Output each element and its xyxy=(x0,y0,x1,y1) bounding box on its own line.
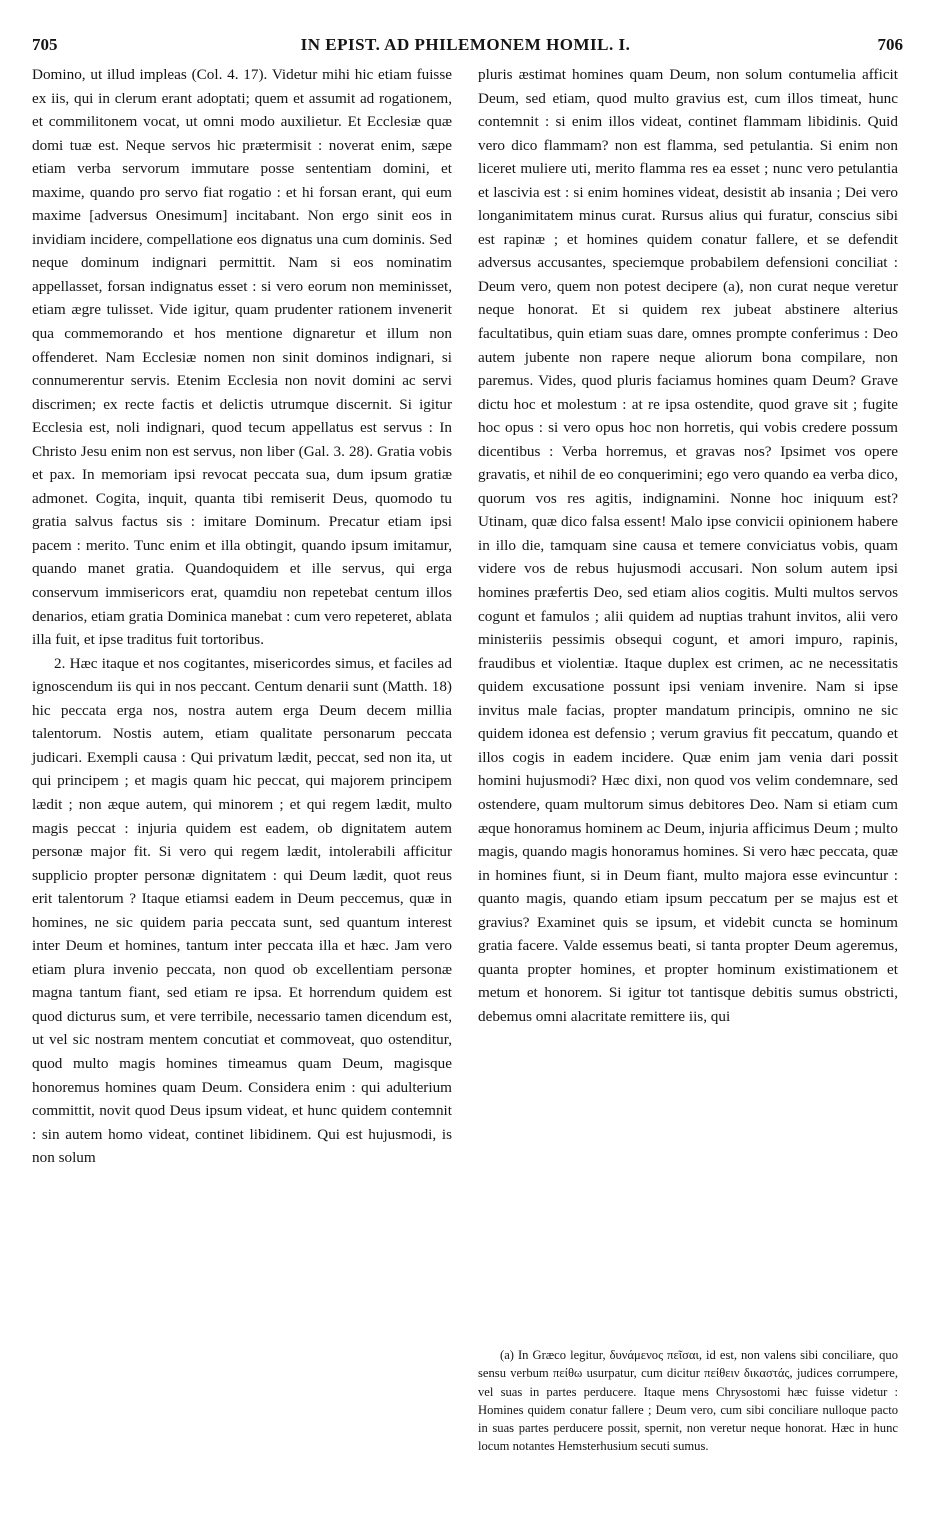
left-paragraph-2: 2. Hæc itaque et nos cogitantes, misericordes simus, et faciles ad ignoscendum iis qui in nos peccant. Centum denarii sunt (Matth. 18) hic peccata erga nos, nostra autem erga Deum decem millia talentorum. Nostis autem, etiam qualitate personarum peccata judicari. Exempli causa : Qui privatum lædit, peccat, sed non ita, ut qui principem ; et magis quam hic peccat, qui majorem principem lædit ; non æque autem, qui minorem ; et qui regem lædit, multo magis peccat : injuria quidem est eadem, ob dignitatem autem personæ major fit. Si vero qui regem lædit, intolerabili afficitur supplicio propter personæ dignitatem : qui Deum lædit, quot reus erit talentorum ? Itaque etiamsi eadem in Deum peccemus, quæ in homines, ne sic quidem paria peccata sunt, sed quantum interest inter Deum et homines, tantum inter peccata illa et hæc. Jam vero etiam plura invenio peccata, non quod ob excellentiam personæ magna tantum fiant, sed etiam re ipsa. Et horrendum quidem est quod dicturus sum, et vere terribile, necessario tamen dicendum est, ut vel sic nostram mentem concutiat et commoveat, quo ostenditur, quod multo magis homines timeamus quam Deum, magisque honoremus homines quam Deum. Considera enim : qui adulterium committit, novit quod Deus ipsum videat, et hunc quidem contemnit : sin autem homo videat, continet libidinem. Qui est hujusmodi, is non solum xyxy=(32,654,452,1167)
right-page-number: 706 xyxy=(877,35,903,54)
right-paragraph-1: pluris æstimat homines quam Deum, non solum contumelia afficit Deum, sed etiam, quod multo gravius est, cum illos timeat, hunc contemnit : si enim illos videat, continet flammam libidinis. Quid vero dico flammam? non est flamma, sed petulantia. Si enim non liceret muliere uti, merito flamma res ea esset ; nunc vero petulantia et lascivia est : si enim homines videat, desistit ab insania ; Dei vero longanimitatem minus curat. Rursus alius qui furatur, conscius sibi est rapinæ ; et homines quidem conatur fallere, et se defendit adversus accusantes, speciemque probabilem defensioni conciliat : Deum vero, quem non potest decipere (a), non curat neque veretur neque honorat. Et si quidem rex jubeat abstinere alterius facultatibus, quin etiam suas dare, omnes prompte conferimus : Deo autem jubente non rapere neque aliorum bona compilare, non paremus. Vides, quod pluris faciamus homines quam Deum? Grave dictu hoc et molestum : at re ipsa ostendite, quod grave sit ; fugite hoc opus : si vero opus hoc non horretis, qui vobis credere possum dicentibus : Verba horremus, et gravas nos? Ipsimet vos opere gravatis, et nihil de eo conquerimini; ego vero quando ea verba dico, quorum vos res agitis, indignamini. Nonne hoc iniquum est? Utinam, quæ dico falsa essent! Malo ipse convicii opinionem habere in illo die, tamquam sine causa et temere conviciatus vobis, quam videre vos de rebus hujusmodi accusari. Non solum autem ipsi homines præfertis Deo, sed etiam alios cogitis. Multi multos servos cogunt et famulos ; alii quidem ad nuptias trahunt invitos, alii vero ministeriis pessimis obsequi cogunt, et amori impuro, rapinis, fraudibus et violentiæ. Itaque duplex est crimen, ac ne necessitatis quidem excusatione possunt ipsi veniam invenire. Nam si ipse invitus male facias, propter mandatum principis, omnino ne sic quidem idonea est defensio ; verum gravius fit peccatum, quando et illos cogis in eadem incidere. Quæ enim jam venia dari possit homini hujusmodi? Hæc dixi, non quod vos velim condemnare, sed ostendere, quam multorum simus debitores Deo. Nam si etiam cum æque honoramus hominem ac Deum, injuria afficimus Deum ; multo magis, quando magis honoramus homines. Si vero hæc peccata, quæ in homines fiunt, si in Deum fiant, multo majora esse evincuntur : quanto magis, quando etiam ipsum peccatum per se majus est et gravius? Examinet quis se ipsum, et videbit cuncta se hominum gratia facere. Valde essemus beati, si tanta propter Deum ageremus, quanta propter homines, et propter hominum existimationem et metum et honorem. Si igitur tot tantisque debitis sumus obstricti, debemus omni alacritate remittere iis, qui xyxy=(478,66,898,1025)
footnote: (a) In Græco legitur, δυνάμενος πεῖσαι, id est, non valens sibi conciliare, quo sensu verbum πείθω usurpatur, cum dicitur πείθειν δικαστάς, judices corrumpere, vel suas in partes perducere. Itaque mens Chrysostomi hæc fuisse videtur : Homines quidem conatur fallere ; Deum vero, cum sibi conciliare nulloque pacto in suas partes perducere possit, spernit, non veretur neque honorat. Hæc in hunc locum notantes Hemsterhusium secuti sumus. xyxy=(478,1348,898,1454)
left-column xyxy=(32,63,452,1170)
left-page-number: 705 xyxy=(32,35,58,54)
running-title: IN EPIST. AD PHILEMONEM HOMIL. I. xyxy=(300,35,631,54)
right-column xyxy=(478,63,898,1028)
left-paragraph-1: Domino, ut illud impleas (Col. 4. 17). Videtur mihi hic etiam fuisse ex iis, qui in clerum erant adoptati; quem et assumit ad rogationem, et commilitonem vocat, ut omni modo auxilietur. Et Ecclesiæ quæ domi tuæ est. Neque servos hic prætermisit : noverat enim, sæpe etiam verba servorum immutare posse sententiam domini, et maxime, quando pro servo fiat rogatio : et hi forsan erant, qui eum maxime [adversus Onesimum] incitabant. Non ergo sinit eos in invidiam incidere, compellatione eos dignatus una cum dominis. Sed neque dominum indignari permittit. Nam si eos nominatim appellasset, forsan indignatus esset : si vero eorum non meminisset, etiam ægre tulisset. Vide igitur, quam prudenter rationem invenerit qua commemorando et hos mentione dignaretur et illum non offenderet. Nam Ecclesiæ nomen non sinit dominos indignari, si connumerentur servis. Etenim Ecclesia non novit domini ac servi discrimen; ex recte factis et delictis utrumque discernit. Si igitur Ecclesia est, noli indignari, quod tecum appellatus est servus : In Christo Jesu enim non est servus, non liber (Gal. 3. 28). Gratia vobis et pax. In memoriam ipsi revocat peccata sua, dum ipsum gratiæ admonet. Cogita, inquit, quanta tibi remiserit Deus, quomodo tu gratia salvus factus sis : imitare Dominum. Precatur etiam ipsi pacem : merito. Tunc enim et illa obtingit, quando ipsum imitamur, quando manet gratia. Quandoquidem et ille servus, qui erga conservum immisericors erat, quamdiu non repetebat centum illos denarios, etiam gratia Dominica manebat : cum vero repeteret, ablata illa fuit, et ipse traditus fuit tortoribus. xyxy=(32,66,452,649)
